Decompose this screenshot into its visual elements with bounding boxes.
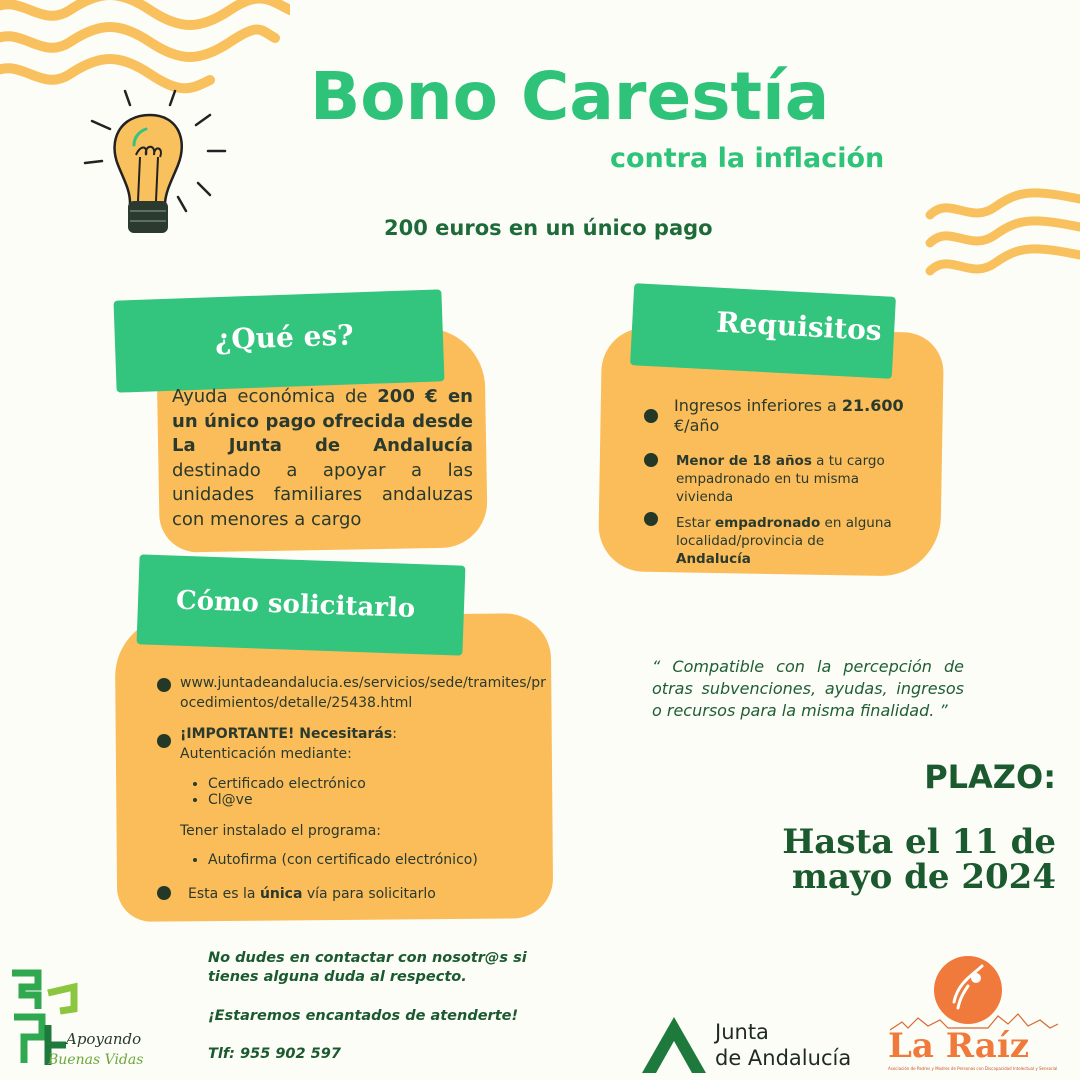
bullet-icon	[157, 734, 171, 748]
requisito-empadronado: Estar empadronado en alguna localidad/provincia de Andalucía	[676, 515, 892, 567]
que-es-heading: ¿Qué es?	[113, 289, 444, 392]
como-solicitarlo-heading: Cómo solicitarlo	[137, 554, 466, 655]
contact-line1: No dudes en contactar con nosotr@s si	[208, 950, 527, 966]
contact-phone[interactable]: Tlf: 955 902 597	[208, 1046, 341, 1062]
requisitos-heading: Requisitos	[630, 283, 896, 379]
requisito-menor: Menor de 18 años a tu cargo empadronado en tu misma vivienda	[676, 453, 885, 505]
auth-methods-list	[180, 776, 520, 808]
plazo-date-line2: mayo de 2024	[791, 857, 1056, 897]
que-es-text: Ayuda económica de 200 € en un único pago ofrecida desde La Junta de Andalucía destinado a apoyar a las unidades familiares andaluzas con menores a cargo	[172, 386, 474, 530]
auth-item: • Certificado electrónico	[208, 776, 520, 792]
la-raiz-label: La Raíz	[888, 1026, 1030, 1066]
requisito-ingresos: Ingresos inferiores a 21.600 €/año	[674, 396, 904, 435]
apoyando-label: Apoyando	[66, 1030, 142, 1048]
lightbulb-icon	[80, 85, 230, 245]
program-label: Tener instalado el programa:	[180, 823, 381, 839]
unica-via-note: Esta es la única vía para solicitarlo	[188, 886, 436, 902]
bullet-icon	[644, 409, 658, 423]
buenas-vidas-label: Buenas Vidas	[48, 1052, 144, 1068]
junta-label-line1: Junta	[715, 1020, 769, 1044]
auth-item: • Cl@ve	[208, 792, 520, 808]
compatibility-quote: “ Compatible con la percepción de otras subvenciones, ayudas, ingresos o recursos para la misma finalidad. ”	[652, 657, 964, 720]
importante-note: ¡IMPORTANTE! Necesitarás: Autenticación mediante:	[180, 726, 397, 762]
bullet-icon	[644, 453, 658, 467]
program-item: • Autofirma (con certificado electrónico)	[208, 852, 540, 868]
page-title: Bono Carestía	[310, 58, 830, 135]
la-raiz-caption: Asociación de Padres y Madres de Personas con Discapacidad Intelectual y Sensorial	[888, 1066, 1058, 1071]
plazo-date-line1: Hasta el 11 de	[782, 822, 1056, 862]
page-subtitle: contra la inflación	[610, 143, 885, 174]
junta-andalucia-logo-icon	[640, 1015, 708, 1075]
contact-line2: tienes alguna duda al respecto.	[208, 969, 467, 985]
program-list	[180, 852, 540, 868]
junta-label-line2: de Andalucía	[715, 1046, 852, 1070]
bullet-icon	[644, 512, 658, 526]
la-raiz-logo-icon	[888, 952, 1060, 1036]
plazo-label: PLAZO:	[924, 758, 1056, 796]
como-solicitarlo-card	[115, 613, 554, 922]
wave-decoration-right	[925, 185, 1080, 285]
bullet-icon	[157, 886, 171, 900]
bullet-icon	[157, 678, 171, 692]
solicitud-url-link[interactable]: www.juntadeandalucia.es/servicios/sede/tramites/procedimientos/detalle/25438.html	[180, 675, 546, 711]
contact-line3: ¡Estaremos encantados de atenderte!	[208, 1008, 519, 1024]
amount-line: 200 euros en un único pago	[384, 216, 713, 240]
